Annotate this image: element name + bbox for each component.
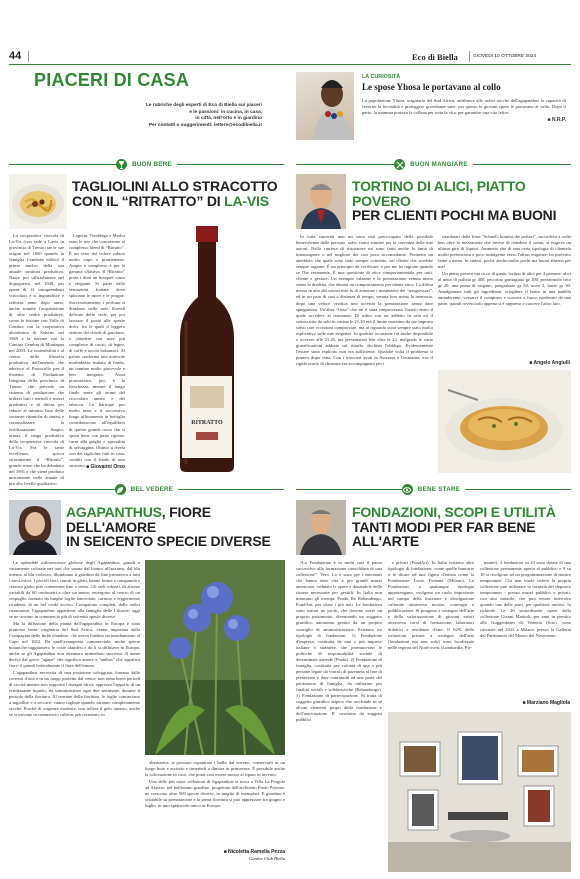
section-line (296, 489, 402, 490)
mangiare-title-line-2: PER CLIENTI POCHI MA BUONI (352, 207, 557, 223)
verde-title (66, 505, 286, 549)
section-line (178, 489, 284, 490)
verde-paragraph: Ma la diffusione della pianta dell'agapanthus in Europa è stata piuttosto lenta: originaria del Sud Africa, venne importata dalla Compagnia delle Indie olandese, che aveva fondato un insediamento al Capo nel 1652. Da quell'avamposto commerciale, molte specie botaniche raggiunsero le coste olandesi e da lì si diffusero in Europa, anche se gli Agapanthus non ottennero immediato successo. Il nome deriva dal greco "agape" che significa amore e "anthos" che significa fiore: è quindi letteralmente il fiore dell'amore. (9, 621, 140, 669)
verde-column-1 (9, 560, 140, 868)
section-line (296, 164, 394, 165)
mangiare-paragraph: ritardatari dalla frase "Schnell, kommt die polizei", succedeva a volte ben oltre la mezzanotte che invece di chiedere il conto, si esigeva un ultimo giro di liquori. Ammetto che di una certa tipologia di clientela molto pretenziosa e poco indulgente verso l'altrui esigenze, ho preferito farne a meno. In sintesi, pochi, anche molto pochi ma buoni almeno per me! (438, 234, 571, 270)
yhosa-photo (296, 72, 354, 140)
header-divider-right (469, 51, 470, 62)
bere-title-line-1: TAGLIOLINI ALLO STRACOTTO (72, 178, 278, 194)
stare-paragraph: monte). 4 fondazioni su 10 sono dotate di una collezione permanente aperta al pubblico e 9 su 10 si rivolgono ad un programmazione di mostre temporanee. Chi non vuole cedere la propria collezione può utilizzare la formula del deposito temporaneo - presso musei pubblici o privati, con atto notarile, che può essere interrotto quando una delle parti, per qualsiasi motivo, lo richiede. Le 26 straordinarie opere della collezione Gianni Mattioli, per anni in prestito alla Guggenheim di Venezia (foto), sono ritornate nel 2022 a Milano, presso la Galleria del Patrimonio del Museo del Novecento. (480, 560, 571, 638)
verde-title-line-1: , FIORE DELL'AMORE (66, 504, 211, 535)
section-line (177, 164, 284, 165)
agapanthus-photo (145, 560, 285, 755)
header-divider-left (28, 51, 29, 62)
stare-column-2 (388, 560, 474, 670)
section-label-bere: BUON BERE (132, 161, 172, 168)
verde-signature: ■ Nicoletta Ramella Pezza (223, 849, 285, 855)
bere-paragraph: La cooperativa vinicola di La-Vis (con sede a Lavis in provincia di Trento) tae le sue origini nel 1850 quando la famiglia Cembran edificò il primo nucleo della sua attuale struttura produttiva. Nasce poi ufficialmente nel dopoguerra, nel 1948, per opera di 14 intraprendenti viticoltori e si ingrandisce e rafforza anno dopo anno, anche tramite l'acquisizione di altre realtà produttive, come la fusione con Valle di Cembra con la cooperativa altoatesina di Salorno nel 1969 e la fusione con la Cantina Cembra di Montagna nel 2003. La sostenibilità è al centro della filosofia produttiva dell'azienda che aderisce al Protocollo per il Sistema di Produzione Integrata della provincia di Trento, che prevede un sistema di produzione che utilizzi tutti i metodi e mezzi produttivi e di difesa per ridurre al minimo l'uso delle sostanze chimiche di sintesi e razionalizzare la fertilizzazione. Ampio, ormai, il range produttivo della cooperativa vinicola di La-Vis. Fra le tante eccellenze, spicca sicuramente il “Ritratto”, grande rosso che ha debuttato nel 1991 e che viene prodotto unicamente nelle annate di più alto livello qualitativo. (9, 233, 64, 486)
section-bar-stare (296, 485, 571, 494)
verde-paragraph: Una delle più vaste collezioni di Agapanthus si trova a Villa La Pergola ad Alassio: nel bellissimo giardino, progettato dall'architetto Paolo Pejrone, ne crescono oltre 500 specie diverse, in meglio di esemplari. E giardino è visitabile su prenotazione e la piena fioritura si può apprezzare tra giugno e luglio, in uno spettacolo unico in Europa. (145, 778, 285, 808)
section-line (9, 164, 116, 165)
curiosity-title: Le spose Yhosa le portavano al collo (362, 82, 501, 92)
curiosity-signature: ■ N.R.P. (547, 117, 566, 124)
stare-column-1 (296, 560, 382, 873)
mangiare-signature: ■ Angelo Angiulli (529, 360, 570, 366)
wine-bottle-image (130, 226, 284, 474)
bere-column-1 (9, 233, 64, 486)
mangiare-column-1 (296, 234, 433, 472)
stare-signature: ■ Marziano Magliola (522, 700, 570, 706)
issue-date: GIOVEDÌ 10 OTTOBRE 2024 (473, 54, 537, 59)
verde-title-line-2: IN SEICENTO SPECIE DIVERSE (66, 533, 271, 549)
stare-paragraph: e privati (FondArt). In Italia esistono altre tipologie di fondazione, come quelle bancarie o le dicate ad una figura d'artista come la Fondazione Lucio Fontana (Milano). Le Fondazioni, a qualunque tipologia appartengano, svolgono un ruolo importante nel campo della fruizione e divulgazione culturale attraverso mostre, convegni e pubblicazioni. Si pongono a sostegno dell'arte e della valorizzazione di giovani artisti attraverso corsi di formazione, laboratori didattici e residenze d'arte. Il 62% delle istituzioni private a sostegno dell'arte (fondazioni ma non solo) sono localizzate nelle regioni del Nord-ovest (Lombardia, Pie- (388, 560, 474, 650)
section-bar-verde (9, 485, 284, 494)
wine-glass-icon (116, 159, 127, 170)
banner-description (86, 103, 262, 129)
mangiare-title (352, 179, 572, 223)
eye-icon (402, 484, 413, 495)
bere-title (72, 179, 284, 208)
section-line (473, 164, 571, 165)
section-bar-mangiare (296, 160, 571, 169)
stare-title-line-2: TANTI MODI PER FAR BENE ALL'ARTE (352, 518, 536, 549)
bere-paragraph: Lagrein, Teroldego e Merlot sono le uve che concorrono al complesso blend di “Ritratto”. È un vino dal colore rubino molto cupo e promettente. Ampio e complesso è poi la gamma olfattiva. Il “Ritratto” porta i doni un bouquet vasto e elegante. Si parte dalle sensazioni fruttate dove spiccano le more e le prugne. Successivamente, i profumi si diradano nelle note floreali delicate delle viole, per poi lasciare il posto alle spezie dolci, fra le quali il leggero sentore dei chiodi di garofano, e chiudere con note più complesse di cacao, di legno, di caffè e tocchi balsamici. Al palato conferma una notevole morbidezza fruttata di fondo, un tannino molto piacevole e ben integrato. Assai pronunciata, poi, è la freschezza, mentre il lungo finale sente gli aromi del cioccolato amaro e del tabacco. La barrique per molto mesi e il successivo lungo affinamento in bottiglia contribuiscono all'equilibrio di questo grande rosso che si sposa bene con paste ripiene, carni alla griglia e specialità di selvaggina. Ottimo si rivela con dei tagliolini fatti in casa, conditi con il fondo di uno stracotto. (69, 233, 125, 468)
mangiare-paragraph: In tutta sincerità non mi sono mai preoccupato della possibile benevolenza delle persone, salvo farmi stimare per la coerenza delle mie azioni. Nella carriera di ristoratore mi sono fatto anche la fama di intransigente o nel migliore dei casi poco accomodante. Premetto un aneddoto che quale sono stato sempre convinto, sul cliente che avrebbe sempre ragione. È un principio da verificare, e per me ha ragione quando ce l'ha veramente. È una questione di etica comportamentale per tutti, cliente e gestore. Un esempio calzante è la prenotazione venuta meno senza la disdetta, che denota un comportamento per niente etico. La difesa messa in atto dal sottoscritto fu di annotare i nominativi dei “trasgressori”, ed in un paio di casi a distanza di tempo, venuta loro meno la memoria, dopo una veloce verifica non accettai la prenotazione senza dare spiegazioni. Un'altra “fissa” che mi è stata rimproverata l'orario entro il quale accedere al ristorante. Di solito con un addetto in sala ed il sottoscritto da solo in cucina le 21,30 era il limite massimo da me imposto salvo rare eccezioni comprovate, ma al riguardo sono sempre stato molto esplicativo sulle mie esigenze. In qualche occasione fui anche disponibile a ricevere alle 21,45, ma presentatosi ben oltre le 22, malgrado le varie giustificazioni addotte sul ritardo, declinai l'obbligo. Evidentemente l'essere stato esplicito non era sufficiente. Qualche volta il problema si poneva dopo cena. Con i trascorsi avuti in Svizzera e Germania, ove il rigido orario di chiusura era accompagnato per i (296, 234, 433, 366)
verde-paragraph: Le splendide inflorescenze globose degli Agapanthus, grandi e variamente colorate nei toni che vanno dal bianco all'azzurro, dal blu intenso al blu violaceo, illuminano il giardino da fine primavera a tutti i mesi estivi. I piccoli fiori, riuniti in gletti, hanno forma a campanula e ciascun globo può contenerne fino a cento. Gli steli robusti, di altezze variabili da 60 centimetri a oltre un metro, emergono al centro di un cespuglio formato da lunghe foglie lanceolate, carnose e leggermente ricadenti, di un bel verde acceso. Compaiono completi, dalle radici rizomatose, l'agapanthus appartiene alla famiglia delle Liliacee; oggi se ne trovano in commercio più di seicento specie diverse. (9, 560, 140, 620)
wine-pasta-photo (9, 174, 67, 229)
verde-title-highlight: AGAPANTHUS (66, 504, 162, 520)
stare-title (352, 505, 572, 549)
mangiare-title-line-1: TORTINO DI ALICI, PIATTO POVERO (352, 178, 526, 209)
section-label-stare: BENE STARE (417, 486, 461, 493)
newspaper-name: Eco di Biella (412, 52, 458, 62)
chef-portrait (296, 174, 346, 229)
section-label-mangiare: BUON MANGIARE (410, 161, 468, 168)
anchovy-tart-photo (438, 370, 571, 473)
stare-title-line-1: FONDAZIONI, SCOPI E UTILITÀ (352, 504, 556, 520)
section-bar-bere (9, 160, 284, 169)
mangiare-column-2 (438, 234, 571, 358)
stare-paragraph: “La Fondazione è in molti casi il passo successivo alla formazione consolidata di una collezione”. Vero. Lo è stato per i mecenati che hanno dato vita a più grandi musei americani, ordinato le opere e donandole delle risorse necessarie per gestirli. In Italia non mancano gli esempi: Prada, Re Rebaudengo, FondAnt, per citare i più noti. Le fondazioni sono istituti no profit, che dovono avere un proprio patrimonio, diventando un soggetto giuridico autonomo gestito da un proprio consiglio di amministrazione. Esistono tre tipologie di fondazioni. 1) Fondazione d'impresa, costituita da una o più imprese italiane o straniere, che promuovono le politiche di responsabilità sociale di determinate aziende (Prada). 2) Fondazione di famiglia, costituita per volontà di una o più persone legate da vincoli di parentela al fine di preservare e dare continuità ad una parte del patrimonio di famiglia, da utilizzare per finalità sociali e solidaristiche (Rebaudengo). 3) Fondazione di partecipazione. Si tratta di soggetto giuridico atipico che racchiude in sé alcuni elementi propri della fondazione e dell'associazione. E' costituita da soggetti pubblici (296, 560, 382, 723)
bottle-label-text: RITRATTO (191, 420, 223, 426)
museum-gallery-photo (388, 712, 571, 872)
verde-signature-affiliation: Garden Club Biella (248, 856, 285, 861)
stare-column-3 (480, 560, 571, 700)
banner-desc-line-2: e le passioni: in cucina, in casa, (189, 109, 262, 115)
bere-title-line-2: CON IL “RITRATTO” DI (72, 192, 225, 209)
leaf-icon (115, 484, 126, 495)
bere-title-highlight: LA-VIS (224, 192, 269, 209)
banner-title: PIACERI DI CASA (34, 70, 190, 90)
verde-paragraph: alternativa, si possono espiantare i bulbi dal terreno, conservarli in un luogo buio e asciutto e rimetterli a dimora in primavera. È possibile anche la coltivazione in vaso, che potrà così essere mosso al riparo in inverno. (145, 760, 285, 778)
section-line (465, 489, 571, 490)
header-rule (9, 64, 571, 65)
mangiare-recipe: Un piatto povero ma ricco di gusto, tortino di alici per 4 persone: alici al netto di pulizia gr 400, pecorino grattugiato gr 100, prezzemolo trito gr 20, una presa di origano, pangrattato gr 50, uova 2, burro gr 30. Amalgamare tutti gli ingredienti, sciogliere il burro in una padella antiaderente, versarvi il composto e cuocere a fuoco moderato da una parte, quindi rovesciarlo appena si è rappreso e cuocere l'altro lato. (438, 270, 571, 307)
verde-column-2 (145, 760, 285, 848)
page-number: 44 (9, 50, 22, 62)
banner-desc-line-4: Per contatti o suggerimenti: lettere@ecodibiella.it (148, 122, 262, 128)
curiosity-text: La popolazione Yhosa, originaria del Sud Africa, attribuiva alle radici secche dell'agapanthus la capacità di favorire la fecondità e proteggere gravidanze sane: per questo le giovani spose le portavano al collo. Dopo il parto, la mamma portava la collana per tutta la vita, per garantire una vita felice. (362, 98, 566, 116)
author-portrait-man (296, 500, 346, 555)
verde-paragraph: L'agapanthus necessita di una posizione soleggiata, lontana dalle correnti d'aria e in un luogo protetto dal vento; non tema brevi periodi di siccità mentre non sopporta i ristagni idrici; apprezza l'apporto di un fertilizzante liquido, da somministrare ogni due settimane, durante il periodo della fioritura. Al termine della fioritura, le foglie cominciano a ingiallire e a seccare: vanno tagliate quando saranno completamente secche. Poiché di esigenze modeste, non tollera il gelo intenso, anche se si trovano in commercio cultivar più resistenti; in (9, 670, 140, 718)
section-line (9, 489, 115, 490)
bere-signature: ■ Giovanni Orso (86, 464, 125, 470)
curiosity-body (362, 98, 566, 142)
section-label-verde: BEL VEDERE (130, 486, 174, 493)
banner-desc-line-3: in città, nell'orto e in giardino (195, 116, 262, 122)
author-portrait-woman (9, 500, 61, 555)
cutlery-icon (394, 159, 405, 170)
curiosity-label: LA CURIOSITÀ (362, 74, 401, 80)
banner-desc-line-1: Le rubriche degli esperti di Eco di Biella sui piaceri (145, 103, 262, 108)
